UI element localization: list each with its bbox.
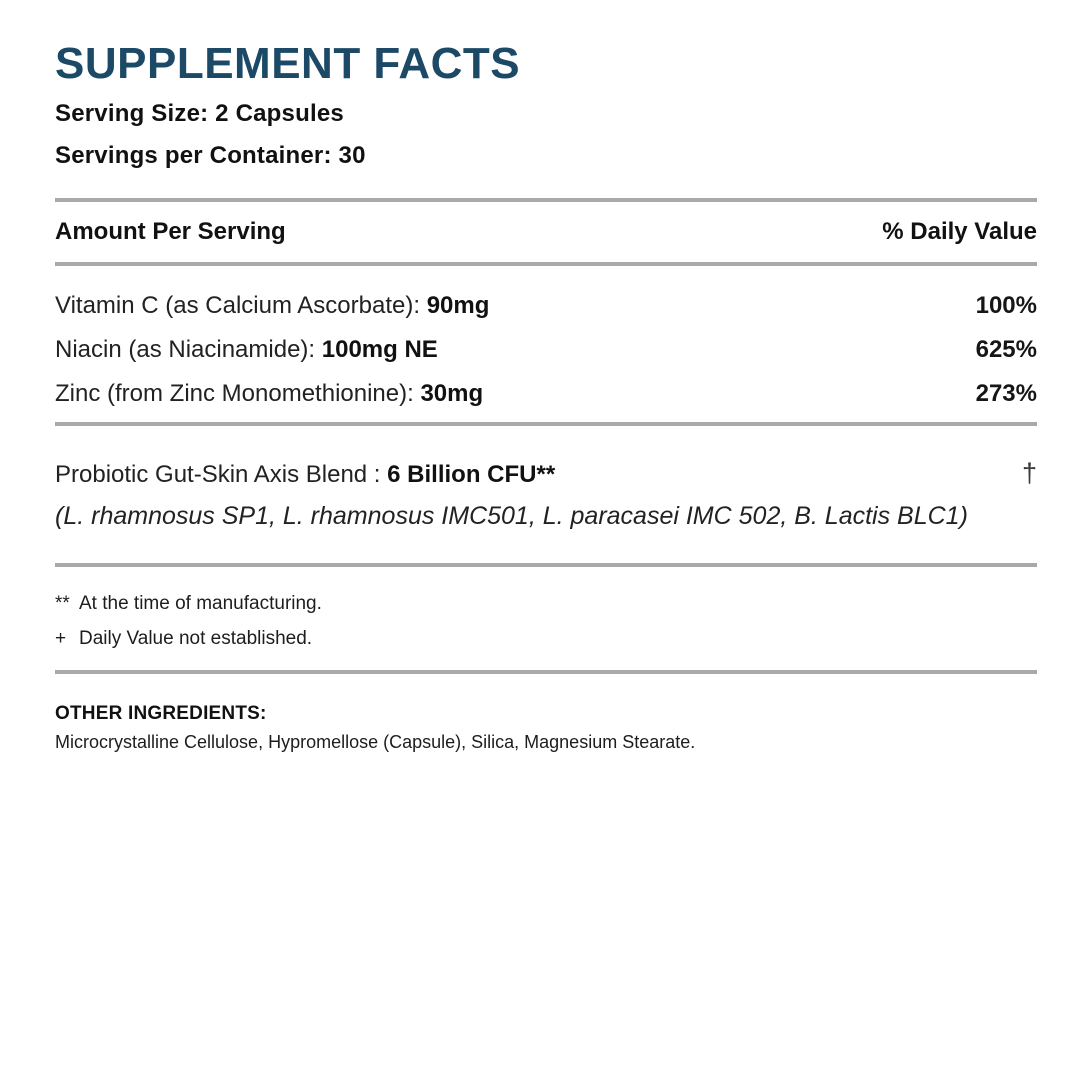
blend-amount: 6 Billion CFU** [387,461,556,488]
footnotes [55,593,1037,650]
footnote-text: At the time of manufacturing. [79,593,322,615]
panel-title: SUPPLEMENT FACTS [55,39,521,88]
amount-per-serving-header: Amount Per Serving [55,218,286,245]
table-row [55,294,1037,318]
footnote-manufacturing [55,593,1037,615]
table-header-row [55,202,1037,262]
dagger-symbol: † [1021,458,1037,488]
nutrient-amount: 30mg [420,380,484,407]
nutrient-daily-value: 273% [975,380,1037,407]
nutrient-rows [55,294,1037,406]
divider-rule-header-bottom [55,262,1037,266]
nutrient-name: Niacin (as Niacinamide): [55,336,322,363]
footnote-marker: + [55,628,67,650]
divider-rule-nutrients-bottom [55,422,1037,426]
table-row [55,338,1037,362]
nutrient-daily-value: 625% [975,336,1037,363]
table-row [55,382,1037,406]
servings-per-container-line: Servings per Container: 30 [55,142,366,169]
other-ingredients-label: OTHER INGREDIENTS: [55,702,267,724]
nutrient-name: Vitamin C (as Calcium Ascorbate): [55,292,427,319]
footnote-text: Daily Value not established. [79,628,313,650]
blend-row [55,460,1037,487]
nutrient-name-amount [55,338,438,362]
nutrient-amount: 90mg [426,292,490,319]
serving-size-line: Serving Size: 2 Capsules [55,100,344,127]
nutrient-name: Zinc (from Zinc Monomethionine): [55,380,421,407]
panel-content [55,39,1037,753]
nutrient-name-amount [55,294,489,318]
footnote-daily-value [55,628,1037,650]
blend-name: Probiotic Gut-Skin Axis Blend : [55,461,388,488]
other-ingredients-section [55,704,1037,753]
divider-rule-footnotes-bottom [55,670,1037,674]
footnote-marker: ** [55,593,70,615]
daily-value-header: % Daily Value [882,218,1037,245]
nutrient-amount: 100mg NE [321,336,438,363]
blend-name-amount [55,463,555,487]
divider-rule-blend-bottom [55,563,1037,567]
nutrient-name-amount [55,382,483,406]
other-ingredients-text: Microcrystalline Cellulose, Hypromellose (Capsule), Silica, Magnesium Stearate. [55,731,696,752]
nutrient-daily-value: 100% [975,292,1037,319]
blend-strains: (L. rhamnosus SP1, L. rhamnosus IMC501, L. paracasei IMC 502, B. Lactis BLC1) [55,502,968,530]
